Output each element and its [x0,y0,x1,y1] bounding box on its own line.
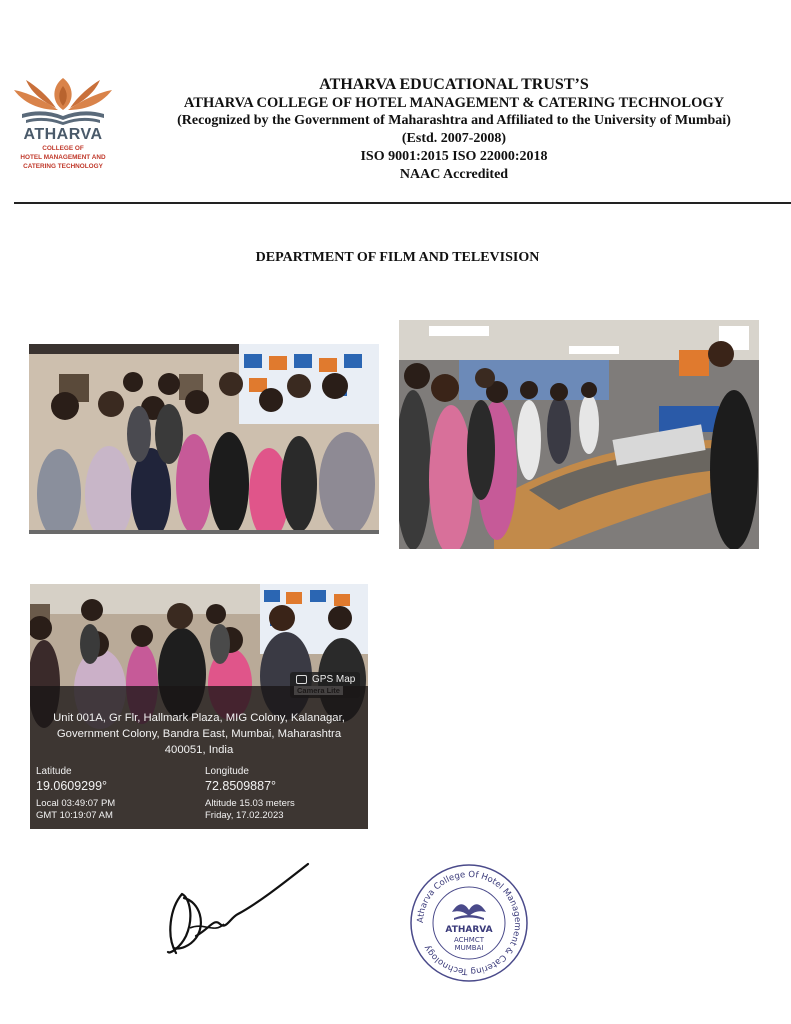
seal-code: ACHMCT [453,936,485,944]
longitude-value: 72.8509887° [205,779,277,793]
longitude-label: Longitude [205,766,249,777]
seal-ring-text: Atharva College Of Hotel Management & Catering Technology [415,869,523,977]
group-photo-gps [30,584,368,829]
college-logo [8,72,118,177]
gps-address [38,710,360,758]
lotus-book-emblem-icon [8,72,118,128]
logo-line-2: HOTEL MANAGEMENT AND [20,154,106,161]
college-seal [408,862,530,984]
local-time: Local 03:49:07 PM [36,798,116,809]
seal-name: ATHARVA [445,925,493,935]
address-line-3: 400051, India [164,744,234,756]
logo-line-1: COLLEGE OF [42,145,84,152]
latitude-value: 19.0609299° [36,779,108,793]
department-title: DEPARTMENT OF FILM AND TELEVISION [255,250,540,265]
logo-line-3: CATERING TECHNOLOGY [23,163,103,170]
gps-app-name: GPS Map [312,674,356,685]
group-photo-1 [29,344,379,534]
address-line-2: Government Colony, Bandra East, Mumbai, Maharashtra [56,728,342,740]
latitude-label: Latitude [36,766,72,777]
address-line-1: Unit 001A, Gr Flr, Hallmark Plaza, MIG Colony, Kalanagar, [53,712,345,724]
trust-name: ATHARVA EDUCATIONAL TRUST’S [319,76,589,93]
camera-icon [296,675,307,684]
header-divider [14,202,791,204]
capture-date: Friday, 17.02.2023 [205,810,284,821]
letterhead [120,76,788,184]
gps-overlay [30,686,368,829]
gmt-time: GMT 10:19:07 AM [36,810,113,821]
iso-line: ISO 9001:2015 ISO 22000:2018 [360,149,548,164]
established-line: (Estd. 2007-2008) [401,131,507,146]
altitude: Altitude 15.03 meters [205,798,295,809]
naac-line: NAAC Accredited [399,167,509,182]
logo-name: ATHARVA [23,126,103,143]
college-name: ATHARVA COLLEGE OF HOTEL MANAGEMENT & CATERING TECHNOLOGY [183,95,725,111]
seal-city: MUMBAI [454,944,484,952]
radio-studio-photo [399,320,759,549]
signature [160,858,320,963]
recognition-line: (Recognized by the Government of Maharashtra and Affiliated to the University of Mumbai) [177,113,731,128]
